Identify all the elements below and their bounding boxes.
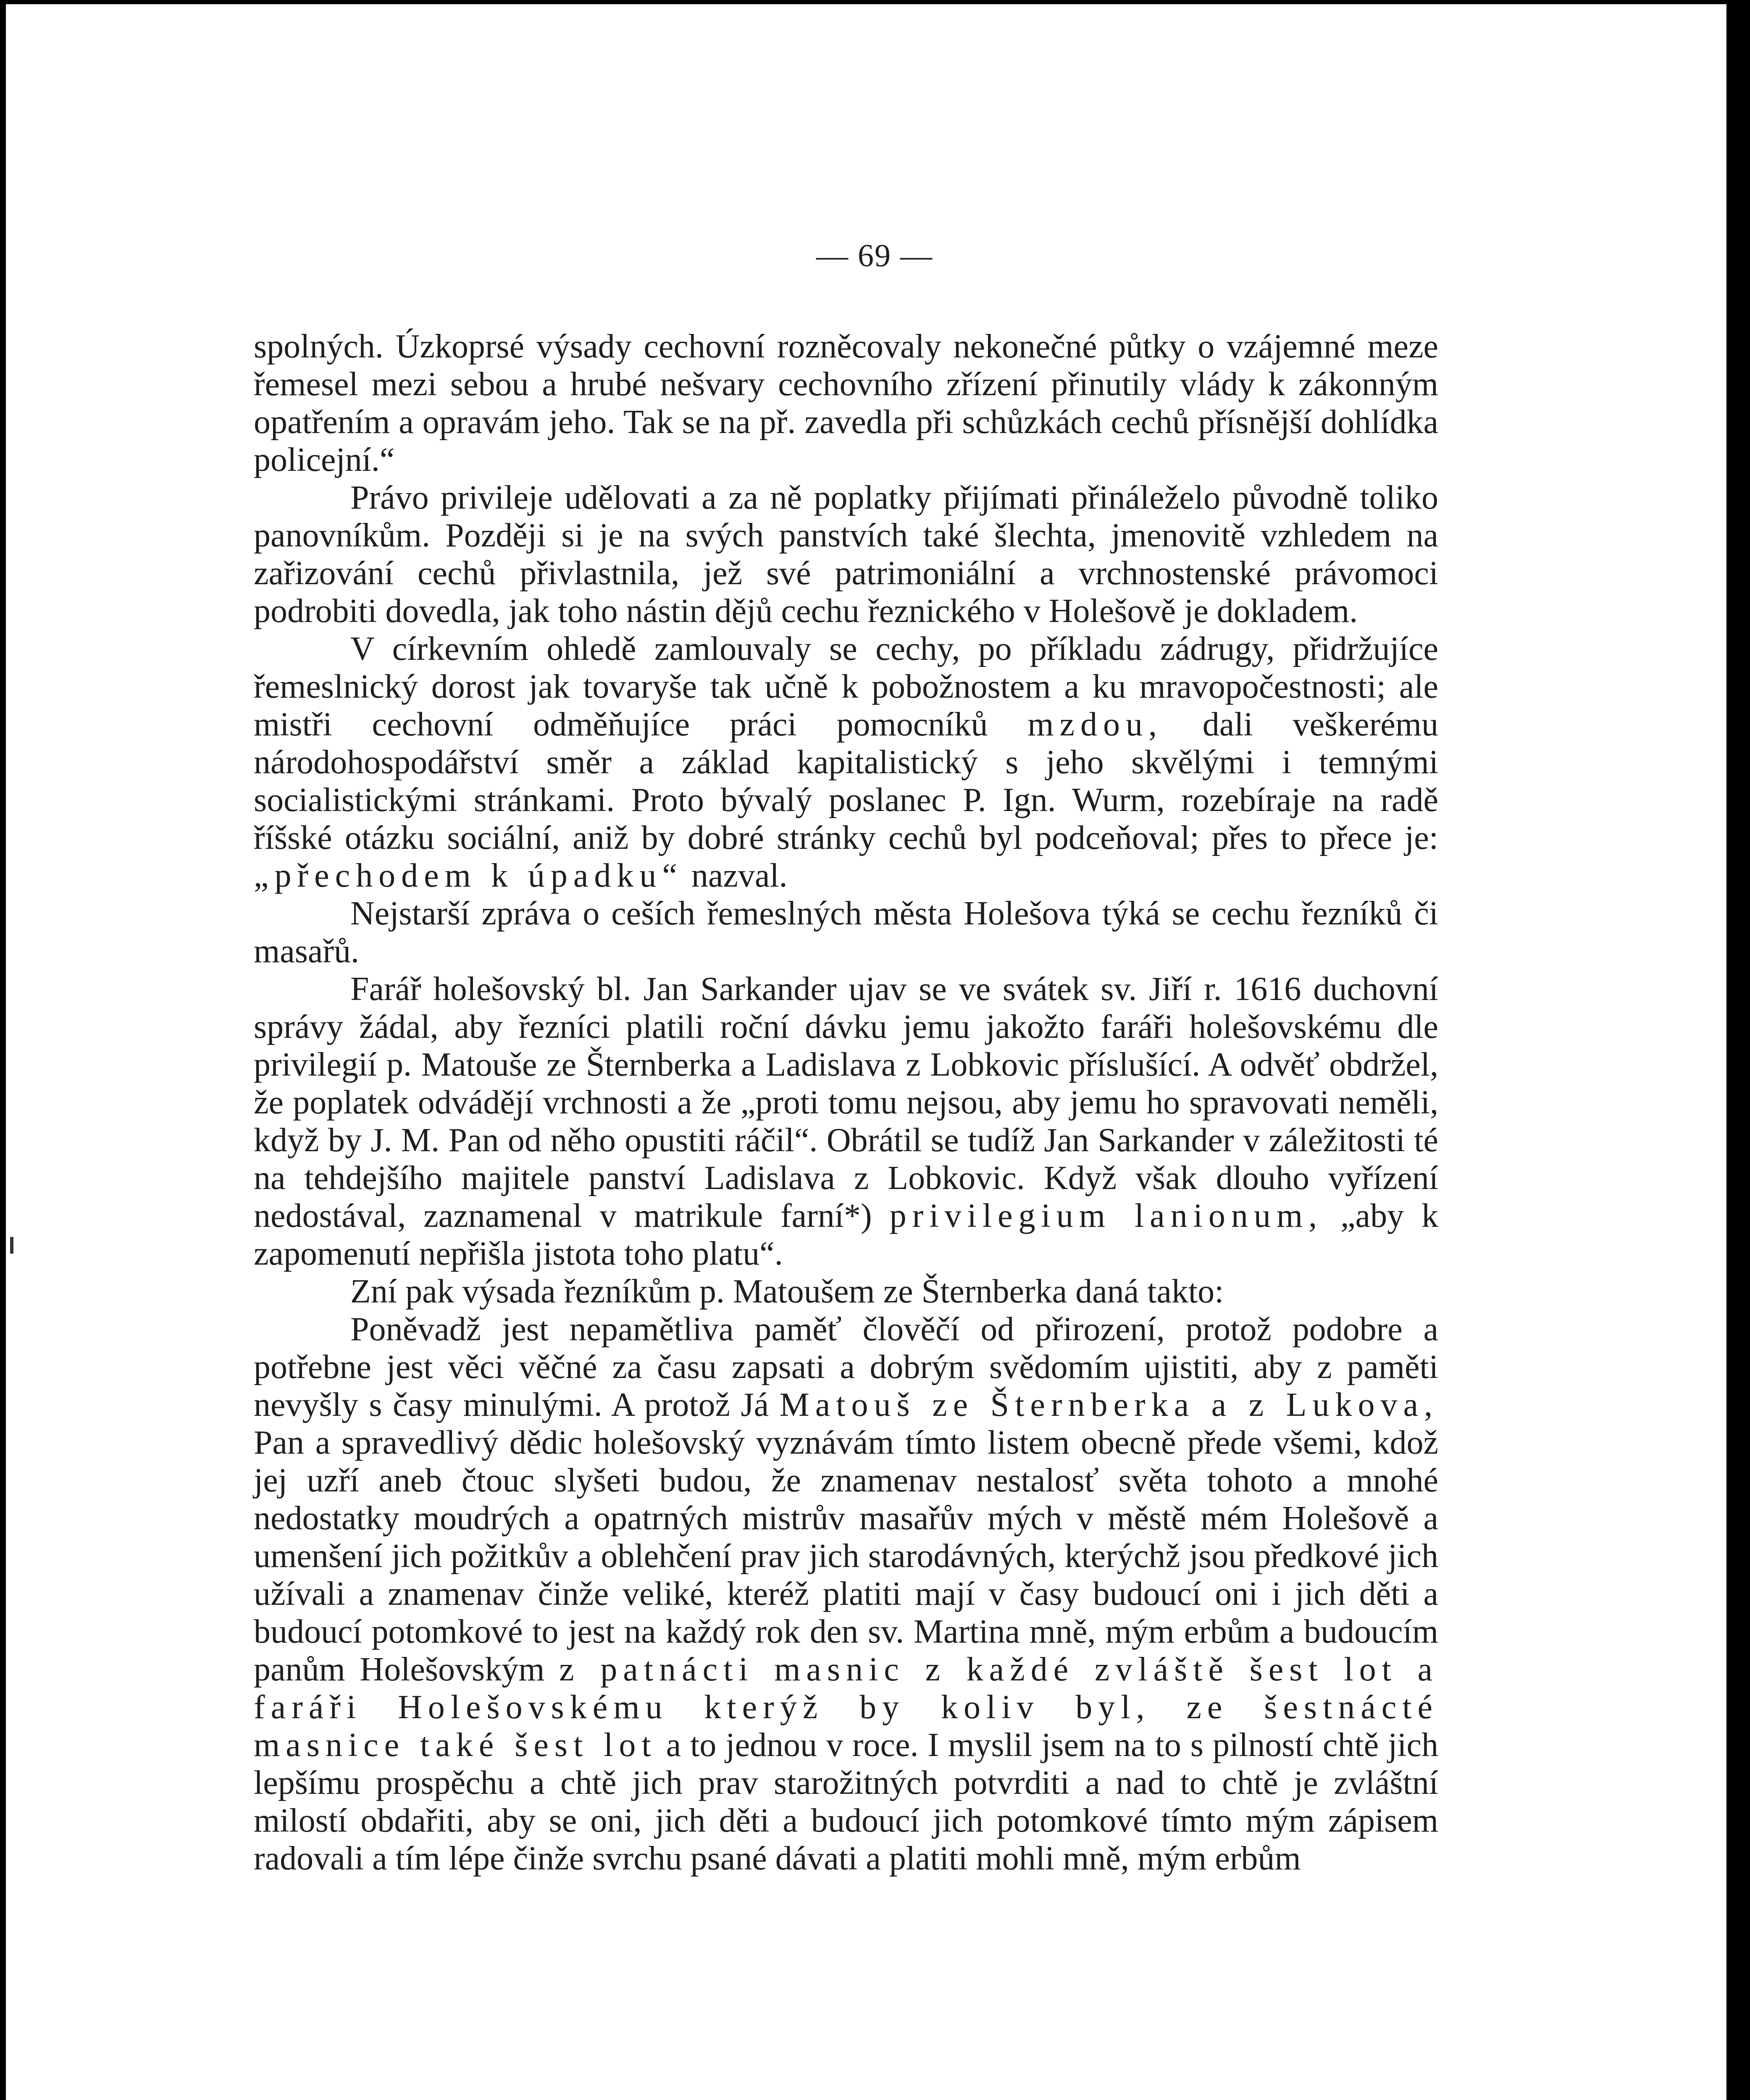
paragraph-7-start: Poněvadž jest nepamětliva paměť člověčí od přirození, protož podobre a potřebne jest věci věčné za času zapsati a dobrým svědomím ujistiti, aby z paměti nevyšly s časy minulými. A protož Já	[254, 1311, 1438, 1423]
paragraph-5-end: „aby k zapomenutí nepřišla jistota toho platu“.	[254, 1197, 1439, 1272]
emphasis-privilegium: privilegium lanionum,	[889, 1197, 1323, 1234]
page-number: — 69 —	[816, 238, 933, 273]
document-page	[6, 4, 1726, 2100]
paragraph-5	[254, 970, 1438, 1273]
paragraph-3-start: V církevním ohledě zamlouvaly se cechy, po příkladu zádrugy, přidržujíce řemeslnický dorost jak tovaryše tak učně k pobožnostem a ku mravopočestnosti; ale mistři cechovní odměňujíce práci pomocníků	[254, 630, 1438, 743]
paragraph-5-start: Farář holešovský bl. Jan Sarkander ujav se ve svátek sv. Jiří r. 1616 duchovní správy žádal, aby řezníci platili roční dávku jemu jakožto faráři holešovskému dle privilegií p. Matouše ze Šternberka a Ladislava z Lobkovic příslušící. A odvěť obdržel, že poplatek odvádějí vrchnosti a že „proti tomu nejsou, aby jemu ho spravovati neměli, když by J. M. Pan od něho opustiti ráčil“. Obrátil se tudíž Jan Sarkander v záležitosti té na tehdejšího majitele panství Ladislava z Lobkovic. Když však dlouho vyřízení nedostával, zaznamenal v matrikule farní*)	[254, 971, 1438, 1234]
emphasis-prechodem: „přechodem k úpadku“	[254, 857, 683, 894]
body-text	[254, 328, 1438, 1877]
paragraph-7	[254, 1310, 1438, 1877]
emphasis-masnice: z patnácti masnic z každé zvláště šest lot a faráři Holešovskému kterýž by koliv byl, ze šestnácté masnice také šest lot	[254, 1651, 1438, 1764]
paragraph-7-mid-1: Pan a spravedlivý dědic holešovský vyznávám tímto listem obecně přede všemi, kdož jej uzří aneb čtouc slyšeti budou, že znamenav nestalosť světa tohoto a mnohé nedostatky moudrých a opatrných mistrův masařův mých v městě mém Holešově a umenšení jich požitkův a oblehčení prav jich starodávných, kterýchž jsou předkové jich užívali a znamenav činže veliké, kteréž platiti mají v časy budoucí oni i jich děti a budoucí potomkové to jest na každý rok den sv. Martina mně, mým erbům a budoucím panům Holešovským	[254, 1424, 1438, 1688]
paragraph-3-end: nazval.	[691, 857, 788, 894]
paragraph-1: spolných. Úzkoprsé výsady cechovní rozněcovaly nekonečné půtky o vzájemné meze řemesel mezi sebou a hrubé nešvary cechovního zřízení přinutily vlády k zákonným opatřením a opravám jeho. Tak se na př. zavedla při schůzkách cechů přísnější dohlídka policejní.“	[254, 328, 1438, 478]
emphasis-mzdou: mzdou,	[1027, 706, 1163, 743]
paragraph-7-mid-2: a to jednou v roce. I myslil jsem na to s pilností chtě jich lepšímu prospěchu a chtě jich prav starožitných potvrditi a nad to chtě je zvláštní milostí obdařiti, aby se oni, jich děti a budoucí jich potomkové tímto mým zápisem radovali a tím lépe činže svrchu psané dávati a platiti mohli mně, mým erbům	[254, 1727, 1438, 1877]
emphasis-matous: Matouš ze Šternberka a z Lukova,	[779, 1386, 1438, 1423]
paragraph-3-mid: dali veškerému národohospodářství směr a základ kapitalistický s jeho skvělými i temnými socialistickými stránkami. Proto bývalý poslanec P. Ign. Wurm, rozebíraje na radě říšské otázku sociální, aniž by dobré stránky cechů byl podceňoval; přes to přece je:	[254, 706, 1439, 856]
margin-mark	[10, 1237, 13, 1254]
paragraph-2: Právo privileje udělovati a za ně poplatky přijímati přináleželo původně toliko panovníkům. Později si je na svých panstvích také šlechta, jmenovitě vzhledem na zařizování cechů přivlastnila, jež své patrimoniální a vrchnostenské právomoci podrobiti dovedla, jak toho nástin dějů cechu řeznického v Holešově je dokladem.	[254, 479, 1438, 630]
paragraph-3	[254, 630, 1438, 895]
paragraph-4: Nejstarší zpráva o ceších řemeslných města Holešova týká se cechu řezníků či masařů.	[254, 895, 1438, 970]
paragraph-6: Zní pak výsada řezníkům p. Matoušem ze Šternberka daná takto:	[350, 1273, 1224, 1310]
